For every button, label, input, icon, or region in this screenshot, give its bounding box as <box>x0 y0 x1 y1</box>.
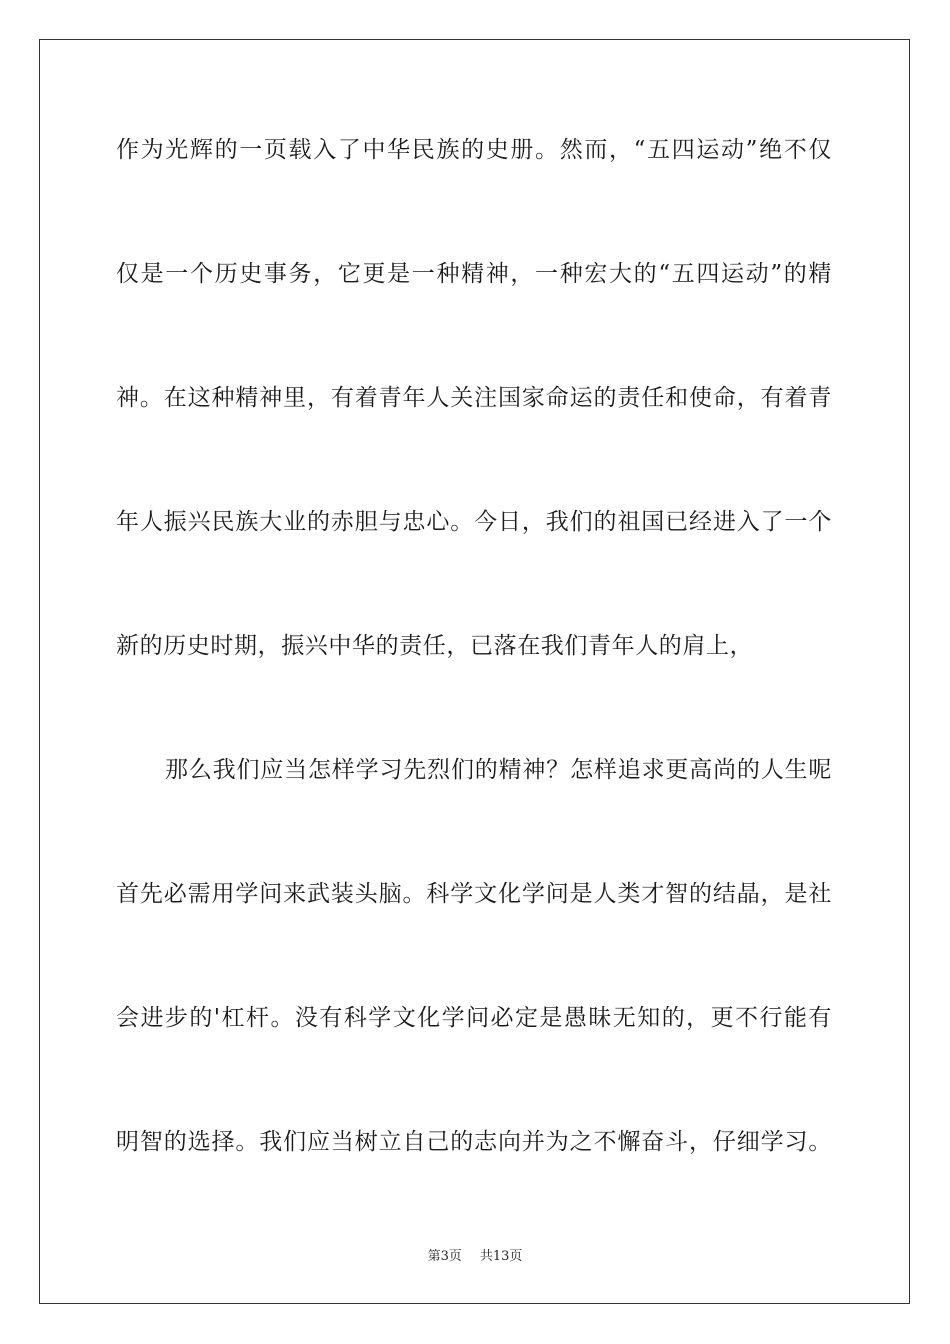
page-number: 第3页 <box>427 1249 462 1264</box>
body-text-line: 新的历史时期，振兴中华的责任，已落在我们青年人的肩上， <box>116 633 754 659</box>
body-text-line: 作为光辉的一页载入了中华民族的史册。然而，“五四运动”绝不仅 <box>116 137 832 163</box>
total-pages: 共13页 <box>479 1249 523 1264</box>
body-text-line: 明智的选择。我们应当树立自己的志向并为之不懈奋斗，仔细学习。 <box>116 1129 832 1155</box>
body-text-line: 仅是一个历史事务，它更是一种精神，一种宏大的“五四运动”的精 <box>116 261 832 287</box>
page-border <box>39 39 910 1304</box>
body-text-line: 年人振兴民族大业的赤胆与忠心。今日，我们的祖国已经进入了一个 <box>116 509 832 535</box>
paragraph-first-line: 那么我们应当怎样学习先烈们的精神？怎样追求更高尚的人生呢 <box>165 757 832 783</box>
body-text-line: 会进步的'杠杆。没有科学文化学问必定是愚昧无知的，更不行能有 <box>116 1005 832 1031</box>
body-text-line: 神。在这种精神里，有着青年人关注国家命运的责任和使命，有着青 <box>116 385 832 411</box>
body-text-line: 首先必需用学问来武装头脑。科学文化学问是人类才智的结晶，是社 <box>116 881 832 907</box>
page-footer <box>0 1248 950 1266</box>
